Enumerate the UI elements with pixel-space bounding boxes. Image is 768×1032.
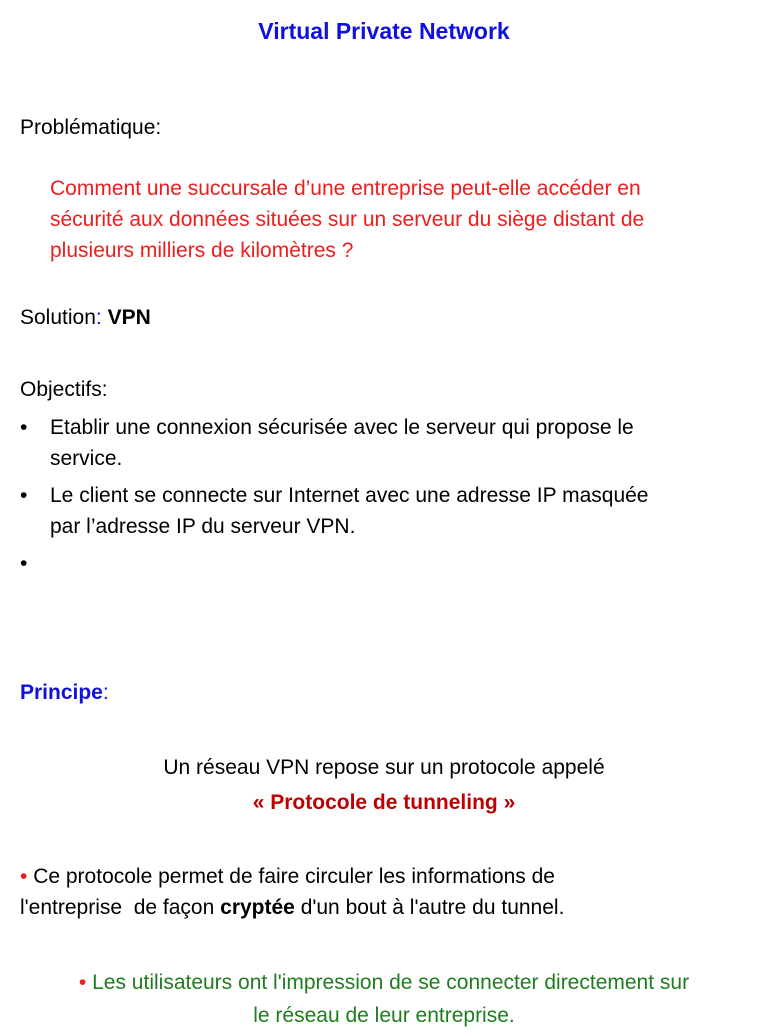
bullet-icon: • [20,865,28,888]
principe-colon: : [102,681,109,704]
point-text: le réseau de leur entreprise. [253,1004,515,1027]
objectif-text: par l’adresse IP du serveur VPN. [50,515,356,538]
point-text: Les utilisateurs ont l'impression de se connecter directement sur [92,971,690,994]
solution-line [20,302,151,333]
objectifs-list [20,412,750,585]
objectif-text: Le client se connecte sur Internet avec une adresse IP masquée [50,484,649,507]
list-item [20,480,750,542]
page-title: Virtual Private Network [258,18,510,44]
principe-heading [20,677,109,708]
point-text: Ce protocole permet de faire circuler les informations de [33,865,555,888]
point-utilisateurs [0,966,768,1032]
bullet-icon: • [20,552,28,575]
list-item [20,548,750,579]
problematique-label: Problématique: [20,116,162,139]
solution-value: VPN [107,306,151,329]
question-line: Comment une succursale d’une entreprise peut-elle accéder en [50,177,641,200]
solution-colon: : [95,306,102,329]
point-line [20,861,760,892]
question-line: plusieurs milliers de kilomètres ? [50,239,354,262]
solution-label: Solution [20,306,96,329]
list-item [20,412,750,474]
repose-text: Un réseau VPN repose sur un protocole appelé [163,756,605,779]
objectif-text: service. [50,447,123,470]
objectif-text: Etablir une connexion sécurisée avec le serveur qui propose le [50,416,634,439]
protocol-name: « Protocole de tunneling » [252,791,516,814]
problem-question [50,173,750,266]
objectifs-label: Objectifs: [20,378,108,401]
point-line [20,892,760,923]
bullet-icon: • [78,971,87,994]
point-line [0,966,768,999]
question-line: sécurité aux données situées sur un serveur du siège distant de [50,208,645,231]
point-cryptage [20,861,760,923]
bullet-icon: • [20,416,28,439]
bullet-icon: • [20,484,28,507]
point-bold-text: cryptée [220,896,295,919]
point-text: d'un bout à l'autre du tunnel. [294,896,565,919]
principe-label: Principe [20,681,103,704]
point-text: l'entreprise de façon [20,896,221,919]
